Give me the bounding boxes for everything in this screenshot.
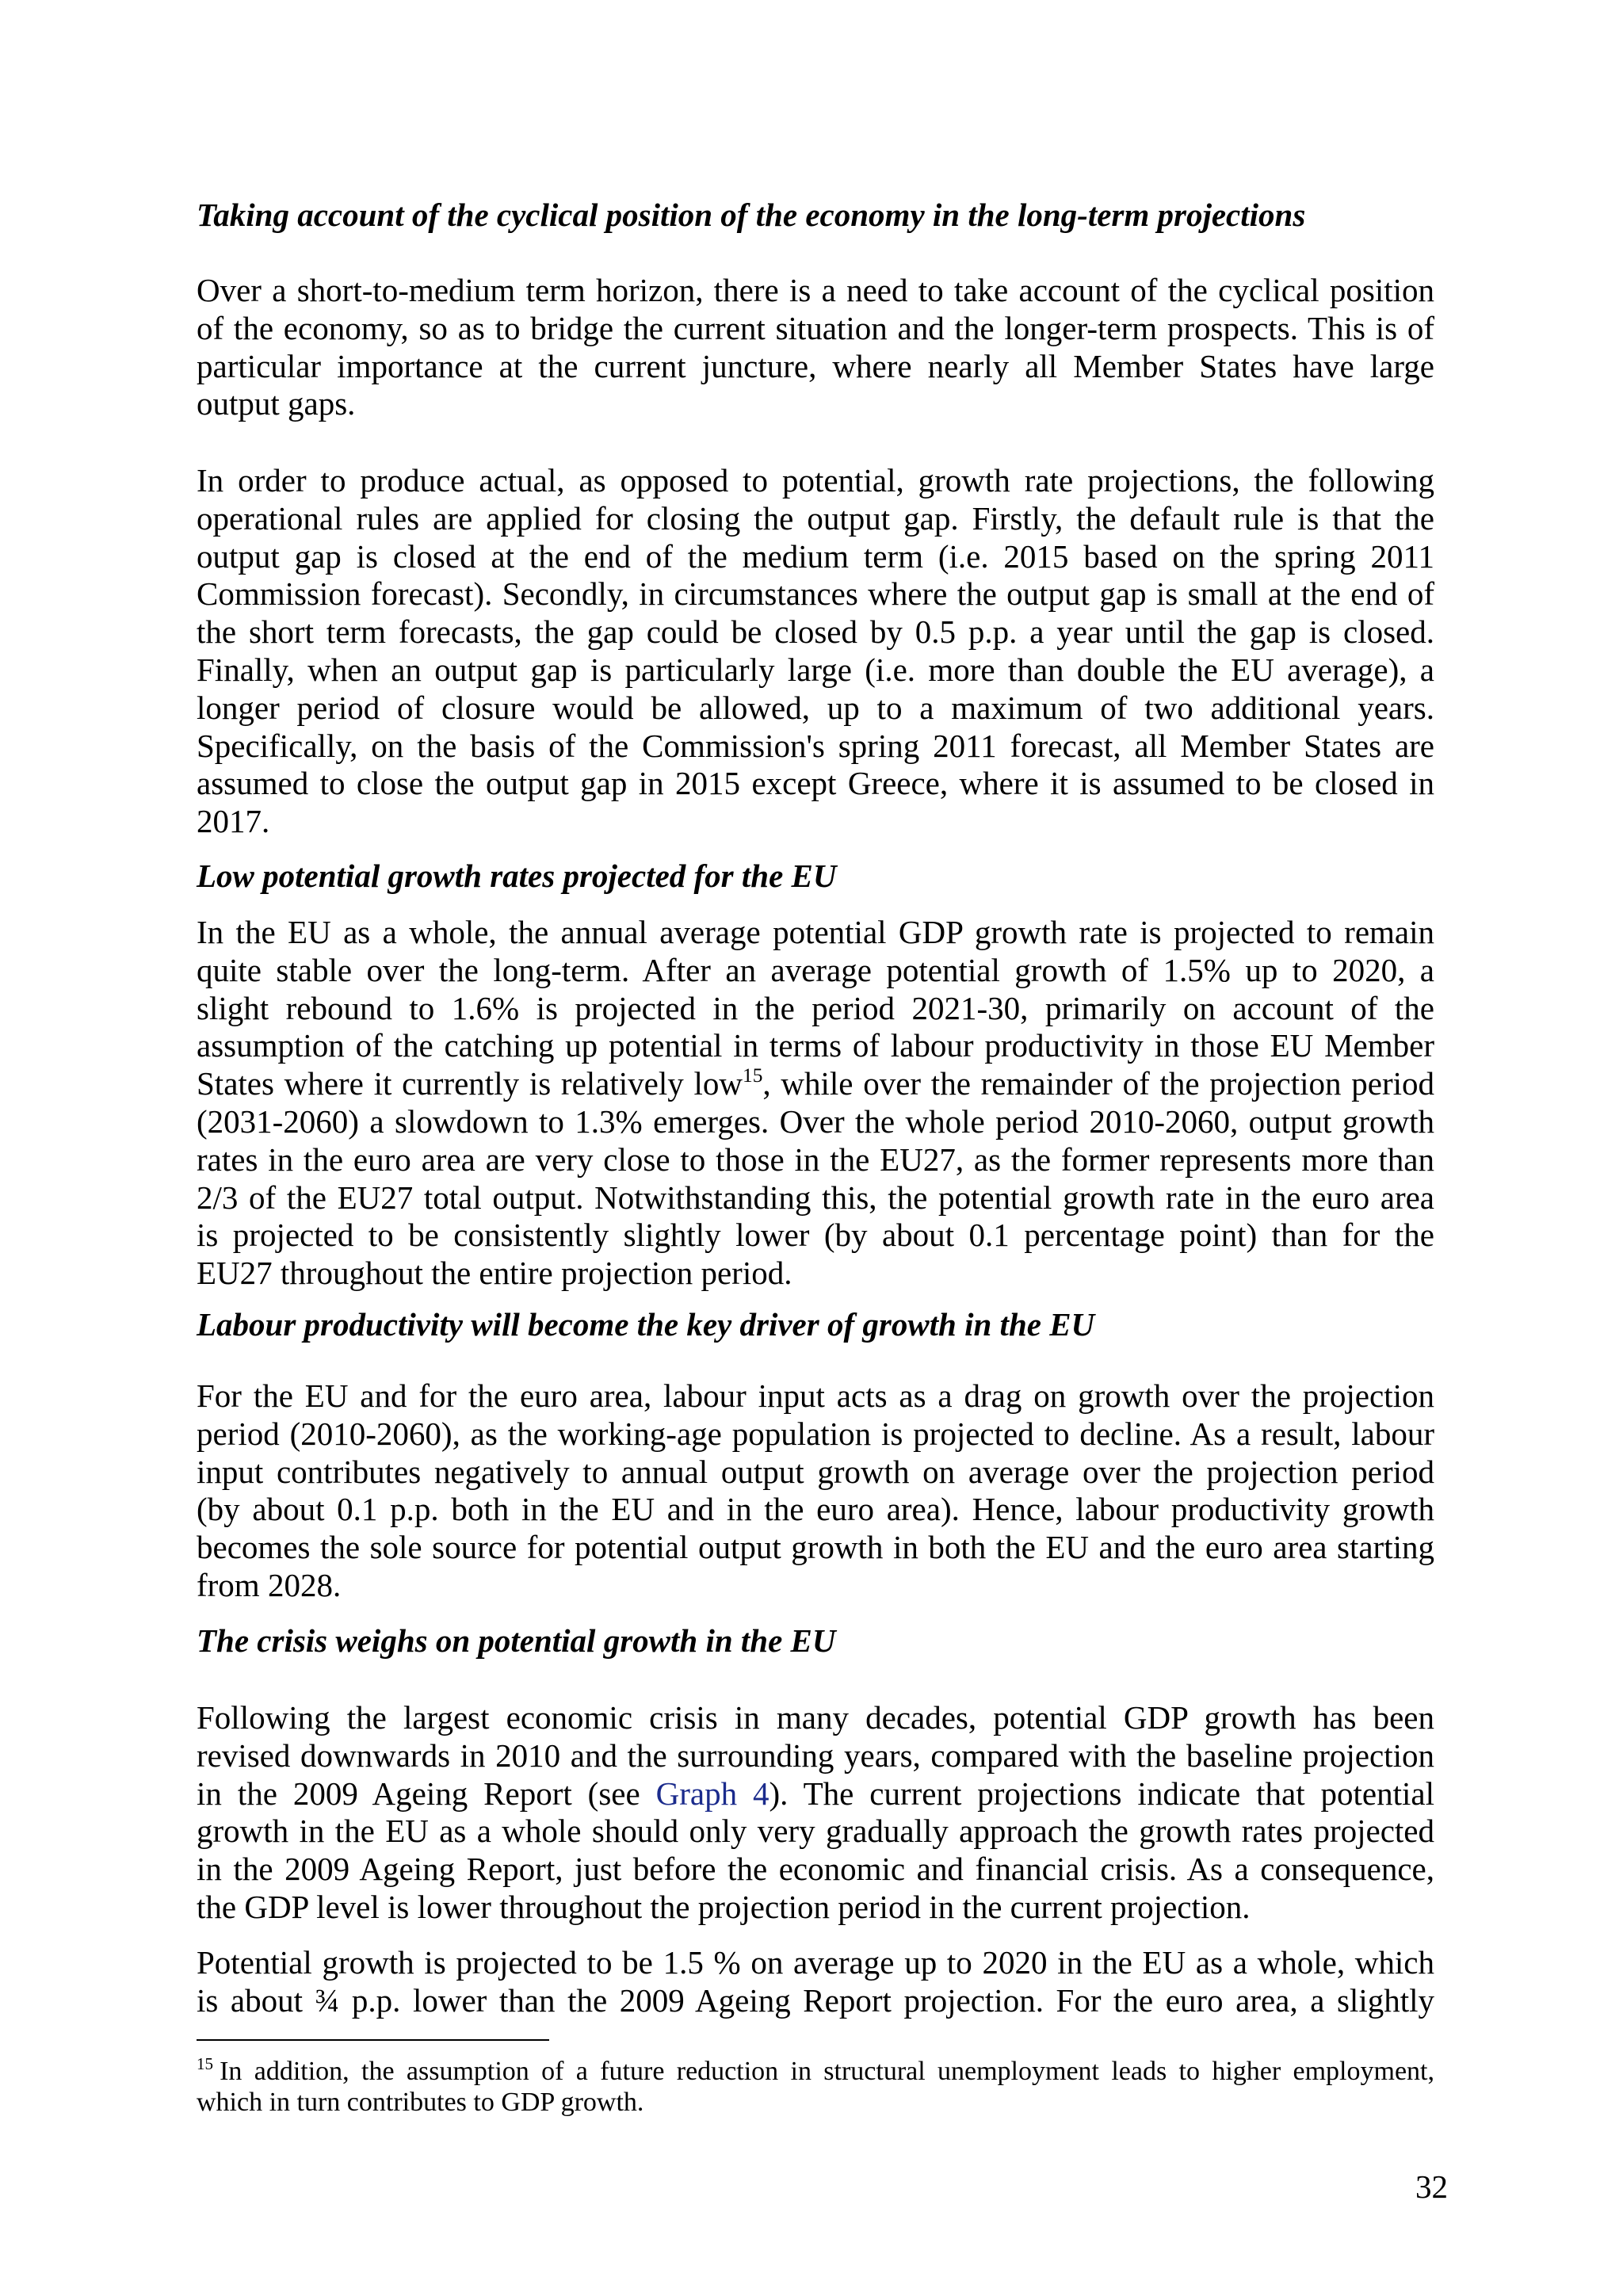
paragraph-line: revised downwards in 2010 and the surrounding years, compared with the baseline projection [197,1736,1434,1774]
footnote-line [197,2053,1434,2087]
footnote-reference: 15 [742,1064,763,1087]
paragraph-line: slight rebound to 1.6% is projected in the period 2021-30, primarily on account of the [197,989,1434,1026]
paragraph-line: output gaps. [197,385,356,422]
paragraph-line: is about ¾ p.p. lower than the 2009 Ageing Report projection. For the euro area, a slightly [197,1981,1434,2019]
paragraph-line: (2031-2060) a slowdown to 1.3% emerges. Over the whole period 2010-2060, output growth [197,1102,1434,1140]
paragraph-line: of the economy, so as to bridge the current situation and the longer-term prospects. This is of [197,309,1434,346]
paragraph [197,914,1434,1293]
paragraph-line: growth in the EU as a whole should only very gradually approach the growth rates projected [197,1813,1434,1850]
paragraph-line [197,1065,1434,1103]
paragraph [197,462,1434,841]
paragraph-line: is projected to be consistently slightly lower (by about 0.1 percentage point) than for the [197,1217,1434,1254]
paragraph-line: Finally, when an output gap is particularly large (i.e. more than double the EU average), a [197,651,1434,688]
paragraph-line: For the EU and for the euro area, labour input acts as a drag on growth over the projection [197,1377,1434,1414]
paragraph [197,1377,1434,1605]
paragraph-line: becomes the sole source for potential output growth in both the EU and the euro area starting [197,1529,1434,1566]
paragraph-line: (by about 0.1 p.p. both in the EU and in the euro area). Hence, labour productivity growth [197,1491,1434,1528]
paragraph-line: assumption of the catching up potential in terms of labour productivity in those EU Member [197,1027,1434,1064]
line-text: ). The current projections indicate that potential [769,1775,1434,1812]
paragraph-line: input contributes negatively to annual output growth on average over the projection period [197,1453,1434,1490]
line-text: In addition, the assumption of a future reduction in structural unemployment leads to higher employment, [220,2057,1434,2086]
paragraph-line: Commission forecast). Secondly, in circumstances where the output gap is small at the end of [197,575,1434,613]
paragraph-line: rates in the euro area are very close to those in the EU27, as the former represents more than [197,1140,1434,1178]
paragraph-line: 2/3 of the EU27 total output. Notwithstanding this, the potential growth rate in the euro area [197,1179,1434,1216]
section-heading: Low potential growth rates projected for the EU [197,858,837,894]
graph-4-link[interactable]: Graph 4 [655,1775,769,1812]
footnote-marker: 15 [197,2053,214,2073]
paragraph-line: Specifically, on the basis of the Commission's spring 2011 forecast, all Member States are [197,727,1434,764]
paragraph-line: longer period of closure would be allowed, up to a maximum of two additional years. [197,689,1434,726]
paragraph-line: In the EU as a whole, the annual average potential GDP growth rate is projected to remain [197,914,1434,950]
paragraph-line: quite stable over the long-term. After an average potential growth of 1.5% up to 2020, a [197,951,1434,988]
page-number: 32 [1415,2168,1448,2205]
section-heading: The crisis weighs on potential growth in the EU [197,1622,836,1659]
paragraph-line: 2017. [197,803,270,840]
section-heading: Taking account of the cyclical position of the economy in the long-term projections [197,197,1306,233]
line-text: , while over the remainder of the projection period [762,1065,1434,1102]
paragraph-line: period (2010-2060), as the working-age population is projected to decline. As a result, labour [197,1415,1434,1452]
paragraph-line: the short term forecasts, the gap could be closed by 0.5 p.p. a year until the gap is closed. [197,613,1434,651]
paragraph-line: in the 2009 Ageing Report, just before the economic and financial crisis. As a consequence, [197,1851,1434,1888]
paragraph-line: operational rules are applied for closing the output gap. Firstly, the default rule is that the [197,499,1434,537]
paragraph-line: assumed to close the output gap in 2015 except Greece, where it is assumed to be closed in [197,765,1434,802]
paragraph [197,1699,1434,1927]
paragraph [197,272,1434,423]
paragraph-line: In order to produce actual, as opposed to potential, growth rate projections, the following [197,462,1434,499]
line-text: States where it currently is relatively low [197,1065,743,1102]
paragraph-line: Following the largest economic crisis in many decades, potential GDP growth has been [197,1699,1434,1736]
section-heading: Labour productivity will become the key driver of growth in the EU [197,1306,1095,1343]
paragraph-line: Potential growth is projected to be 1.5 % on average up to 2020 in the EU as a whole, which [197,1944,1434,1981]
line-text: in the 2009 Ageing Report (see [197,1775,656,1812]
footnote-separator [197,2039,549,2041]
footnote-line: which in turn contributes to GDP growth. [197,2088,644,2117]
paragraph-line: Over a short-to-medium term horizon, there is a need to take account of the cyclical position [197,272,1434,308]
paragraph-line [197,1775,1434,1813]
paragraph [197,1944,1434,2020]
paragraph-line: output gap is closed at the end of the medium term (i.e. 2015 based on the spring 2011 [197,537,1434,575]
paragraph-line: EU27 throughout the entire projection period. [197,1255,792,1292]
footnote [197,2053,1434,2118]
paragraph-line: from 2028. [197,1566,342,1603]
paragraph-line: the GDP level is lower throughout the projection period in the current projection. [197,1888,1251,1925]
paragraph-line: particular importance at the current juncture, where nearly all Member States have large [197,347,1434,384]
